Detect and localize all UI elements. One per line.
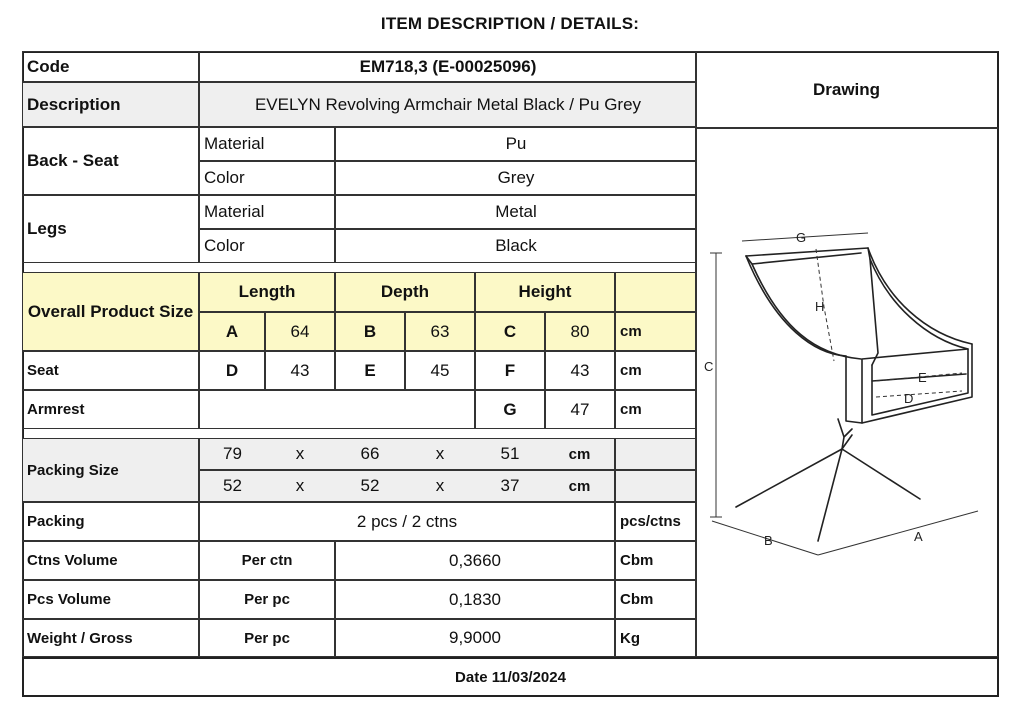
- drawing-label-c: C: [704, 359, 714, 374]
- dim-armrest-unit: cm: [615, 390, 697, 429]
- dim-e-label: E: [335, 351, 405, 390]
- pack2-height: 37: [475, 470, 545, 502]
- chair-side-left: [746, 256, 846, 356]
- pack1-x2: x: [405, 438, 475, 470]
- description-label: Description: [22, 82, 199, 127]
- pack1-x1: x: [265, 438, 335, 470]
- dim-f-value: 43: [545, 351, 615, 390]
- pcs-volume-value: 0,1830: [335, 580, 615, 619]
- back-seat-color: Grey: [335, 161, 697, 195]
- dim-d-value: 43: [265, 351, 335, 390]
- dim-overall-unit: cm: [615, 312, 697, 351]
- chair-leg-2: [818, 449, 842, 541]
- pack1-height: 51: [475, 438, 545, 470]
- pack1-empty: [615, 438, 697, 470]
- chair-seat-inner: [862, 349, 968, 423]
- code-value: EM718,3 (E-00025096): [199, 51, 697, 82]
- pack2-width: 52: [335, 470, 405, 502]
- legs-material-label: Material: [199, 195, 335, 229]
- back-seat-material: Pu: [335, 127, 697, 161]
- page-title: ITEM DESCRIPTION / DETAILS:: [380, 14, 640, 33]
- drawing-label-g: G: [796, 230, 807, 245]
- dim-a-value: 64: [265, 312, 335, 351]
- pcs-volume-unit: Cbm: [615, 580, 697, 619]
- dim-seat-unit: cm: [615, 351, 697, 390]
- height-header: Height: [475, 272, 615, 312]
- pcs-volume-label: Pcs Volume: [22, 580, 199, 619]
- chair-arm-right-inner: [870, 259, 968, 349]
- back-seat-label: Back - Seat: [22, 127, 199, 195]
- packing-unit: pcs/ctns: [615, 502, 697, 541]
- unit-header-empty: [615, 272, 697, 312]
- dim-e-value: 45: [405, 351, 475, 390]
- drawing-header: Drawing: [695, 51, 999, 128]
- row-spacer: [22, 263, 697, 272]
- date-footer: Date 11/03/2024: [22, 657, 999, 697]
- chair-leg-1: [736, 449, 842, 507]
- overall-size-label: Overall Product Size: [22, 272, 199, 351]
- length-header: Length: [199, 272, 335, 312]
- pack2-x2: x: [405, 470, 475, 502]
- dim-a-label: A: [199, 312, 265, 351]
- drawing-area: [695, 128, 999, 657]
- armrest-empty: [199, 390, 475, 429]
- pack2-x1: x: [265, 470, 335, 502]
- chair-arm-right: [868, 248, 972, 344]
- chair-side-inner: [752, 264, 861, 359]
- legs-color: Black: [335, 229, 697, 263]
- weight-per: Per pc: [199, 619, 335, 657]
- drawing-label-d: D: [904, 391, 914, 406]
- pack2-unit: cm: [545, 470, 615, 502]
- packing-label: Packing: [22, 502, 199, 541]
- packing-value: 2 pcs / 2 ctns: [199, 502, 615, 541]
- dim-a-line: [818, 511, 978, 555]
- back-seat-material-label: Material: [199, 127, 335, 161]
- dim-d-label: D: [199, 351, 265, 390]
- seat-label: Seat: [22, 351, 199, 390]
- row-spacer-2: [22, 429, 697, 438]
- drawing-label-a: A: [914, 529, 923, 544]
- chair-seat-front: [846, 344, 972, 423]
- weight-unit: Kg: [615, 619, 697, 657]
- dim-d-line: [876, 391, 962, 397]
- weight-value: 9,9000: [335, 619, 615, 657]
- dim-b-value: 63: [405, 312, 475, 351]
- pack1-length: 79: [199, 438, 265, 470]
- ctns-volume-unit: Cbm: [615, 541, 697, 580]
- chair-drawing: [696, 129, 998, 656]
- pack2-empty: [615, 470, 697, 502]
- back-seat-color-label: Color: [199, 161, 335, 195]
- legs-material: Metal: [335, 195, 697, 229]
- ctns-volume-per: Per ctn: [199, 541, 335, 580]
- chair-back-outer: [746, 248, 878, 365]
- chair-leg-3: [842, 449, 920, 499]
- legs-color-label: Color: [199, 229, 335, 263]
- drawing-label-e: E: [918, 370, 927, 385]
- packing-size-label: Packing Size: [22, 438, 199, 502]
- dim-c-value: 80: [545, 312, 615, 351]
- ctns-volume-value: 0,3660: [335, 541, 615, 580]
- pack1-width: 66: [335, 438, 405, 470]
- dim-b-label: B: [335, 312, 405, 351]
- drawing-label-b: B: [764, 533, 773, 548]
- pack2-length: 52: [199, 470, 265, 502]
- dim-g-value: 47: [545, 390, 615, 429]
- dim-c-label: C: [475, 312, 545, 351]
- pack1-unit: cm: [545, 438, 615, 470]
- description-value: EVELYN Revolving Armchair Metal Black / Pu Grey: [199, 82, 697, 127]
- drawing-label-h: H: [815, 299, 825, 314]
- weight-label: Weight / Gross: [22, 619, 199, 657]
- code-label: Code: [22, 51, 199, 82]
- ctns-volume-label: Ctns Volume: [22, 541, 199, 580]
- dim-g-label: G: [475, 390, 545, 429]
- depth-header: Depth: [335, 272, 475, 312]
- spec-table: [22, 51, 697, 657]
- dim-f-label: F: [475, 351, 545, 390]
- pcs-volume-per: Per pc: [199, 580, 335, 619]
- legs-label: Legs: [22, 195, 199, 263]
- armrest-label: Armrest: [22, 390, 199, 429]
